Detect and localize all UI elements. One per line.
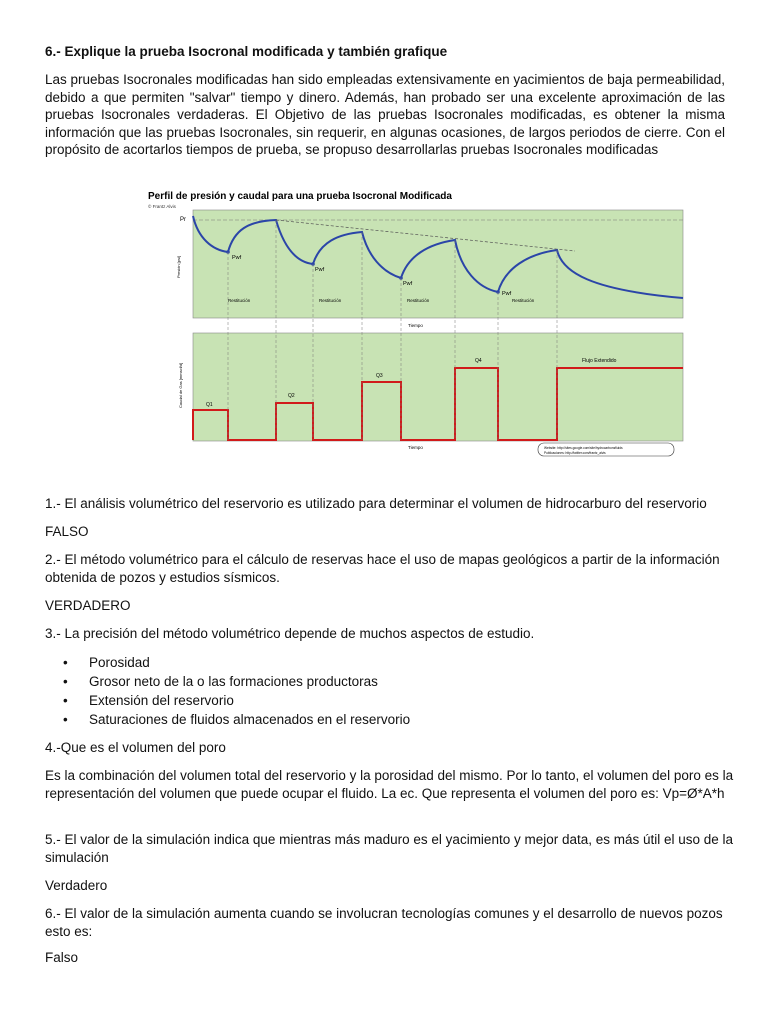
question-3: 3.- La precisión del método volumétrico depende de muchos aspectos de estudio. <box>45 626 535 641</box>
time-axis-label-top: Tiempo <box>408 323 423 328</box>
pr-label: Pr <box>180 217 186 223</box>
time-axis-label-bottom: Tiempo <box>408 445 423 450</box>
restitucion-label: Restitución <box>407 298 430 303</box>
question-2: 2.- El método volumétrico para el cálculo de reservas hace el uso de mapas geológicos a partir de la información obtenida de pozos y estudios sísmicos. <box>45 552 720 585</box>
figure-title: Perfil de presión y caudal para una prueba Isocronal Modificada <box>148 191 452 202</box>
pwf-label: Pwf <box>403 281 413 287</box>
pwf-label: Pwf <box>232 255 242 261</box>
pwf-label: Pwf <box>502 291 512 297</box>
bullet-list <box>45 653 410 729</box>
question-4: 4.-Que es el volumen del poro <box>45 740 226 755</box>
list-item: • Grosor neto de la o las formaciones productoras <box>89 672 410 691</box>
pressure-axis-label: Presión [psi] <box>176 255 181 278</box>
rate-axis-label: Caudal de Gas [mmscf/d] <box>178 362 183 408</box>
question-1: 1.- El análisis volumétrico del reservorio es utilizado para determinar el volumen de hidrocarburo del reservorio <box>45 496 707 511</box>
rate-label: Q1 <box>206 402 213 408</box>
restitucion-label: Restitución <box>228 298 251 303</box>
intro-paragraph: Las pruebas Isocronales modificadas han sido empleadas extensivamente en yacimientos de baja permeabilidad, debido a que permiten "salvar" tiempo y dinero. Además, han probado ser una excelente aproximación de las pruebas Isocronales verdaderas. El Objetivo de las pruebas Isocronales modificadas, es obtener la misma información que las pruebas Isocronales, sin requerir, en algunas ocasiones, de largos periodos de cierre. Con el propósito de acortarlos tiempos de prueba, se propuso desarrollarlas pruebas Isocronales modificadas <box>45 72 725 157</box>
rate-label: Flujo Extendido <box>582 358 617 364</box>
question-6: 6.- El valor de la simulación aumenta cuando se involucran tecnologías comunes y el desarrollo de nuevos pozos esto es: <box>45 906 723 939</box>
restitucion-label: Restitución <box>512 298 535 303</box>
answer-2: VERDADERO <box>45 598 131 613</box>
list-item: • Saturaciones de fluidos almacenados en el reservorio <box>89 710 410 729</box>
pressure-panel <box>193 210 683 318</box>
answer-4: Es la combinación del volumen total del reservorio y la porosidad del mismo. Por lo tanto, el volumen del poro es la representación del volumen que puede ocupar el fluido. La ec. Que representa el volumen del poro es: Vp=Ø*A*h <box>45 768 734 801</box>
rate-label: Q3 <box>376 373 383 379</box>
rate-label: Q2 <box>288 393 295 399</box>
restitucion-label: Restitución <box>319 298 342 303</box>
section-heading: 6.- Explique la prueba Isocronal modificada y también grafique <box>45 44 448 59</box>
list-item: • Porosidad <box>89 653 410 672</box>
answer-1: FALSO <box>45 524 89 539</box>
isochronal-test-figure <box>130 186 690 460</box>
website-link[interactable]: Website: http://sites.google.com/site/hydrocarbonsfluids <box>544 446 623 450</box>
list-item: • Extensión del reservorio <box>89 691 410 710</box>
rate-panel <box>193 333 683 441</box>
question-5: 5.- El valor de la simulación indica que mientras más maduro es el yacimiento y mejor data, es más útil el uso de la simulación <box>45 832 734 865</box>
rate-label: Q4 <box>475 358 482 364</box>
publications-link[interactable]: Publicaciones: http://twitter.com/frantz_alvis <box>544 451 606 455</box>
pwf-label: Pwf <box>315 267 325 273</box>
answer-5: Verdadero <box>45 878 108 893</box>
answer-6: Falso <box>45 950 79 965</box>
figure-author: © Frantz Alvis <box>148 204 176 209</box>
figure-svg <box>130 186 690 460</box>
